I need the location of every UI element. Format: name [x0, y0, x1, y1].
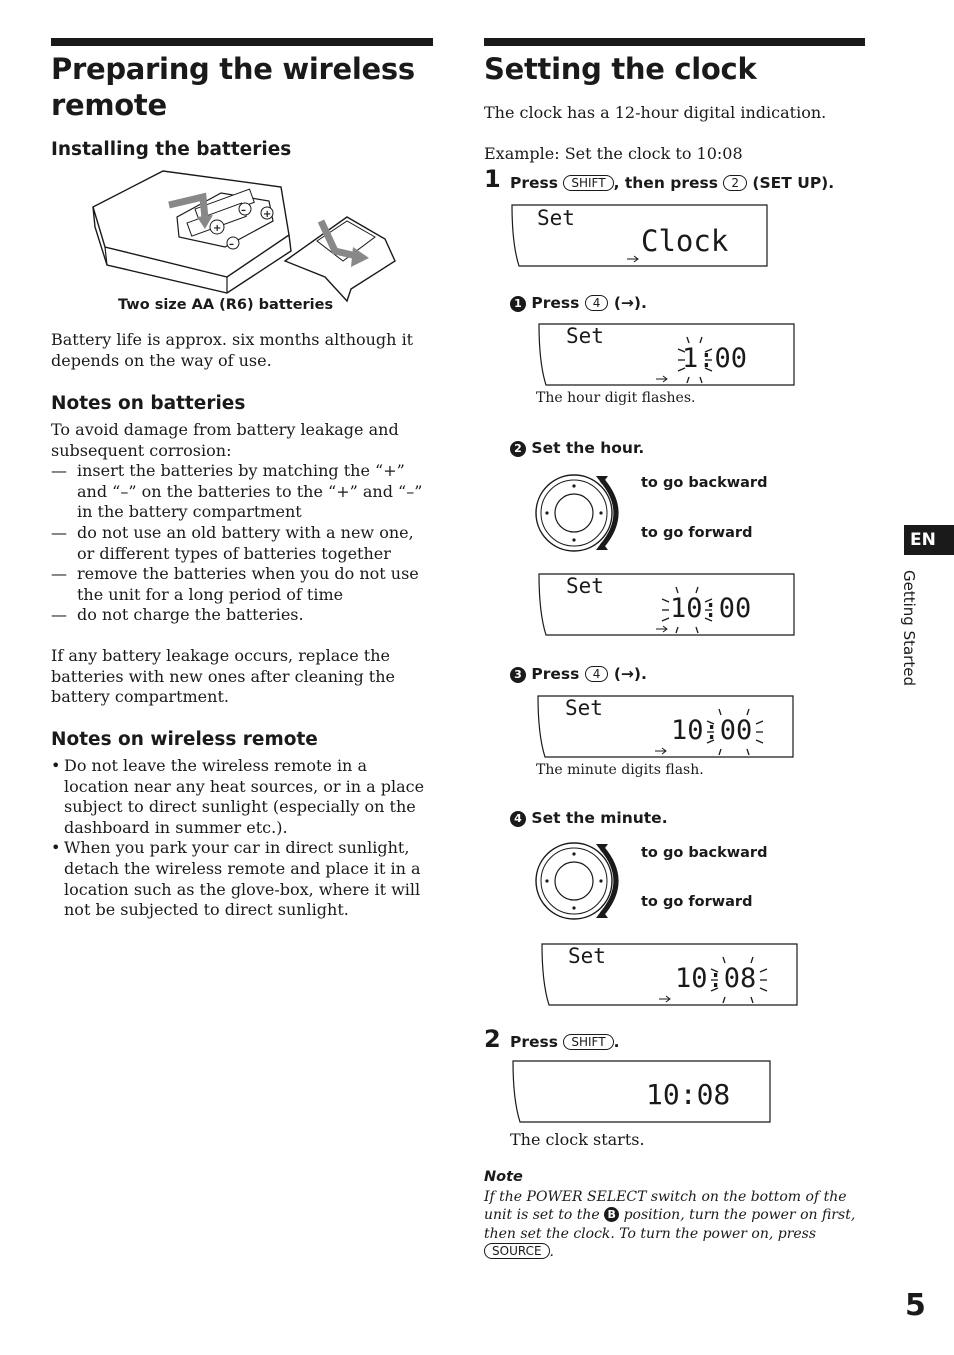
step-1-number: 1	[484, 165, 501, 193]
left-title-rule	[51, 38, 433, 46]
lcd-frame	[510, 1060, 772, 1124]
lcd-time: 10:00	[671, 715, 753, 746]
lcd-line1: Set	[568, 944, 606, 968]
list-item: • Do not leave the wireless remote in a location near any heat sources, or in a place subject to direct sunlight (especially on the dashboard in summer etc.).	[51, 756, 425, 837]
list-item-text: do not use an old battery with a new one, or different types of batteries together	[77, 522, 414, 563]
note-text-a: If the POWER SELECT switch on the bottom of the unit is set to the	[484, 1189, 847, 1224]
substep-4	[510, 809, 668, 827]
installing-heading: Installing the batteries	[51, 139, 292, 160]
list-item-text: remove the batteries when you do not use the unit for a long period of time	[77, 564, 419, 604]
lcd-line1: Set	[566, 574, 604, 598]
right-title-rule	[484, 38, 865, 46]
step-2-end: .	[613, 1033, 620, 1051]
lcd-line2: Clock	[641, 224, 729, 258]
note-text-b: position, turn the power on first, then set the clock. To turn the power on, press	[484, 1207, 856, 1242]
substep-3-press: Press	[531, 665, 580, 683]
list-item: — do not charge the batteries.	[51, 605, 304, 625]
lcd-display-minute-flash	[535, 695, 795, 759]
list-item-text: When you park your car in direct sunlight, detach the wireless remote and place it in a location such as the glove-box, where it will not be subjected to direct sunlight.	[64, 838, 421, 920]
substep-3-marker: 3	[510, 667, 526, 683]
substep-1-marker: 1	[510, 296, 526, 312]
shift-key: SHIFT	[563, 1034, 613, 1050]
svg-text:–: –	[241, 205, 246, 216]
substep-1-press: Press	[531, 294, 580, 312]
language-tab: EN	[904, 525, 954, 555]
left-title: Preparing the wireless remote	[51, 52, 415, 122]
notes-batteries-intro: To avoid damage from battery leakage and subsequent corrosion:	[51, 420, 399, 460]
step-1-press: Press	[510, 174, 558, 192]
lcd-display-clock	[510, 1060, 772, 1124]
substep-3-arrow: (→).	[613, 665, 647, 683]
step-2-text	[510, 1033, 619, 1051]
lcd-time: 1:00	[682, 343, 748, 374]
clock-starts-caption: The clock starts.	[510, 1130, 645, 1149]
lcd-time: 10:08	[675, 963, 757, 994]
dial-backward-label: to go backward	[641, 845, 768, 861]
list-item-text: do not charge the batteries.	[77, 605, 304, 625]
lcd-line1: Set	[566, 324, 604, 348]
shift-key: SHIFT	[563, 175, 613, 191]
battery-caption: Two size AA (R6) batteries	[118, 297, 334, 313]
step-2-press: Press	[510, 1033, 558, 1051]
lcd-line1: Set	[565, 696, 603, 720]
section-label: Getting Started	[900, 570, 918, 686]
key-4: 4	[585, 295, 609, 311]
dial-forward-label: to go forward	[641, 525, 753, 541]
lcd-line1: Set	[537, 206, 575, 230]
clock-example: Example: Set the clock to 10:08	[484, 144, 743, 163]
lcd-time: 10:00	[670, 593, 752, 624]
list-item-text: insert the batteries by matching the “+” and “–” on the batteries to the “+” and “–” in the battery compartment	[77, 461, 423, 522]
lcd-time: 10:08	[646, 1078, 731, 1111]
rotary-dial-icon	[530, 838, 634, 924]
position-b-marker: B	[604, 1207, 619, 1222]
right-title: Setting the clock	[484, 52, 757, 86]
substep-4-text: Set the minute.	[531, 809, 668, 827]
note-heading: Note	[484, 1169, 523, 1185]
svg-text:–: –	[229, 239, 234, 250]
clock-intro: The clock has a 12-hour digital indication.	[484, 103, 827, 122]
key-4: 4	[585, 666, 609, 682]
substep-2	[510, 439, 644, 457]
list-item: — insert the batteries by matching the “+” and “–” on the batteries to the “+” and “–” in the battery compartment	[51, 461, 423, 522]
dial-backward-label: to go backward	[641, 475, 768, 491]
svg-text:+: +	[263, 209, 272, 220]
minute-flash-caption: The minute digits flash.	[536, 762, 704, 778]
lcd-display-minute-set	[539, 943, 799, 1007]
remote-battery-illustration	[85, 165, 405, 305]
dial-forward-label: to go forward	[641, 894, 753, 910]
rotary-dial-icon	[530, 470, 634, 556]
notes-batteries-block	[51, 420, 433, 708]
step-2-number: 2	[484, 1025, 501, 1053]
svg-text:+: +	[213, 223, 222, 234]
notes-batteries-heading: Notes on batteries	[51, 393, 246, 414]
notes-remote-block	[51, 756, 435, 921]
step-1-text	[510, 174, 834, 192]
substep-2-marker: 2	[510, 441, 526, 457]
page-number: 5	[905, 1288, 926, 1323]
list-item: — do not use an old battery with a new one, or different types of batteries together	[51, 522, 414, 563]
battery-life-text: Battery life is approx. six months although it depends on the way of use.	[51, 330, 414, 370]
substep-4-marker: 4	[510, 811, 526, 827]
hour-flash-caption: The hour digit flashes.	[536, 390, 696, 406]
list-item-text: Do not leave the wireless remote in a location near any heat sources, or in a place subject to direct sunlight (especially on the dashboard in summer etc.).	[64, 756, 425, 837]
list-item: — remove the batteries when you do not use the unit for a long period of time	[51, 564, 419, 604]
lcd-display-set-clock	[509, 204, 769, 268]
substep-2-text: Set the hour.	[531, 439, 645, 457]
list-item: • When you park your car in direct sunlight, detach the wireless remote and place it in a location such as the glove-box, where it will not be subjected to direct sunlight.	[51, 838, 421, 920]
leakage-text: If any battery leakage occurs, replace the batteries with new ones after cleaning the battery compartment.	[51, 645, 395, 707]
step-1-then: , then press	[613, 174, 718, 192]
lcd-display-hour-flash	[536, 323, 796, 387]
note-text	[484, 1188, 868, 1262]
substep-1	[510, 294, 647, 312]
key-2: 2	[723, 175, 747, 191]
step-1-setup: (SET UP).	[752, 174, 835, 192]
note-end: .	[549, 1244, 554, 1261]
source-key: SOURCE	[484, 1243, 550, 1259]
substep-1-arrow: (→).	[613, 294, 647, 312]
lcd-display-hour-set	[536, 573, 796, 637]
substep-3	[510, 665, 647, 683]
notes-remote-heading: Notes on wireless remote	[51, 729, 318, 750]
